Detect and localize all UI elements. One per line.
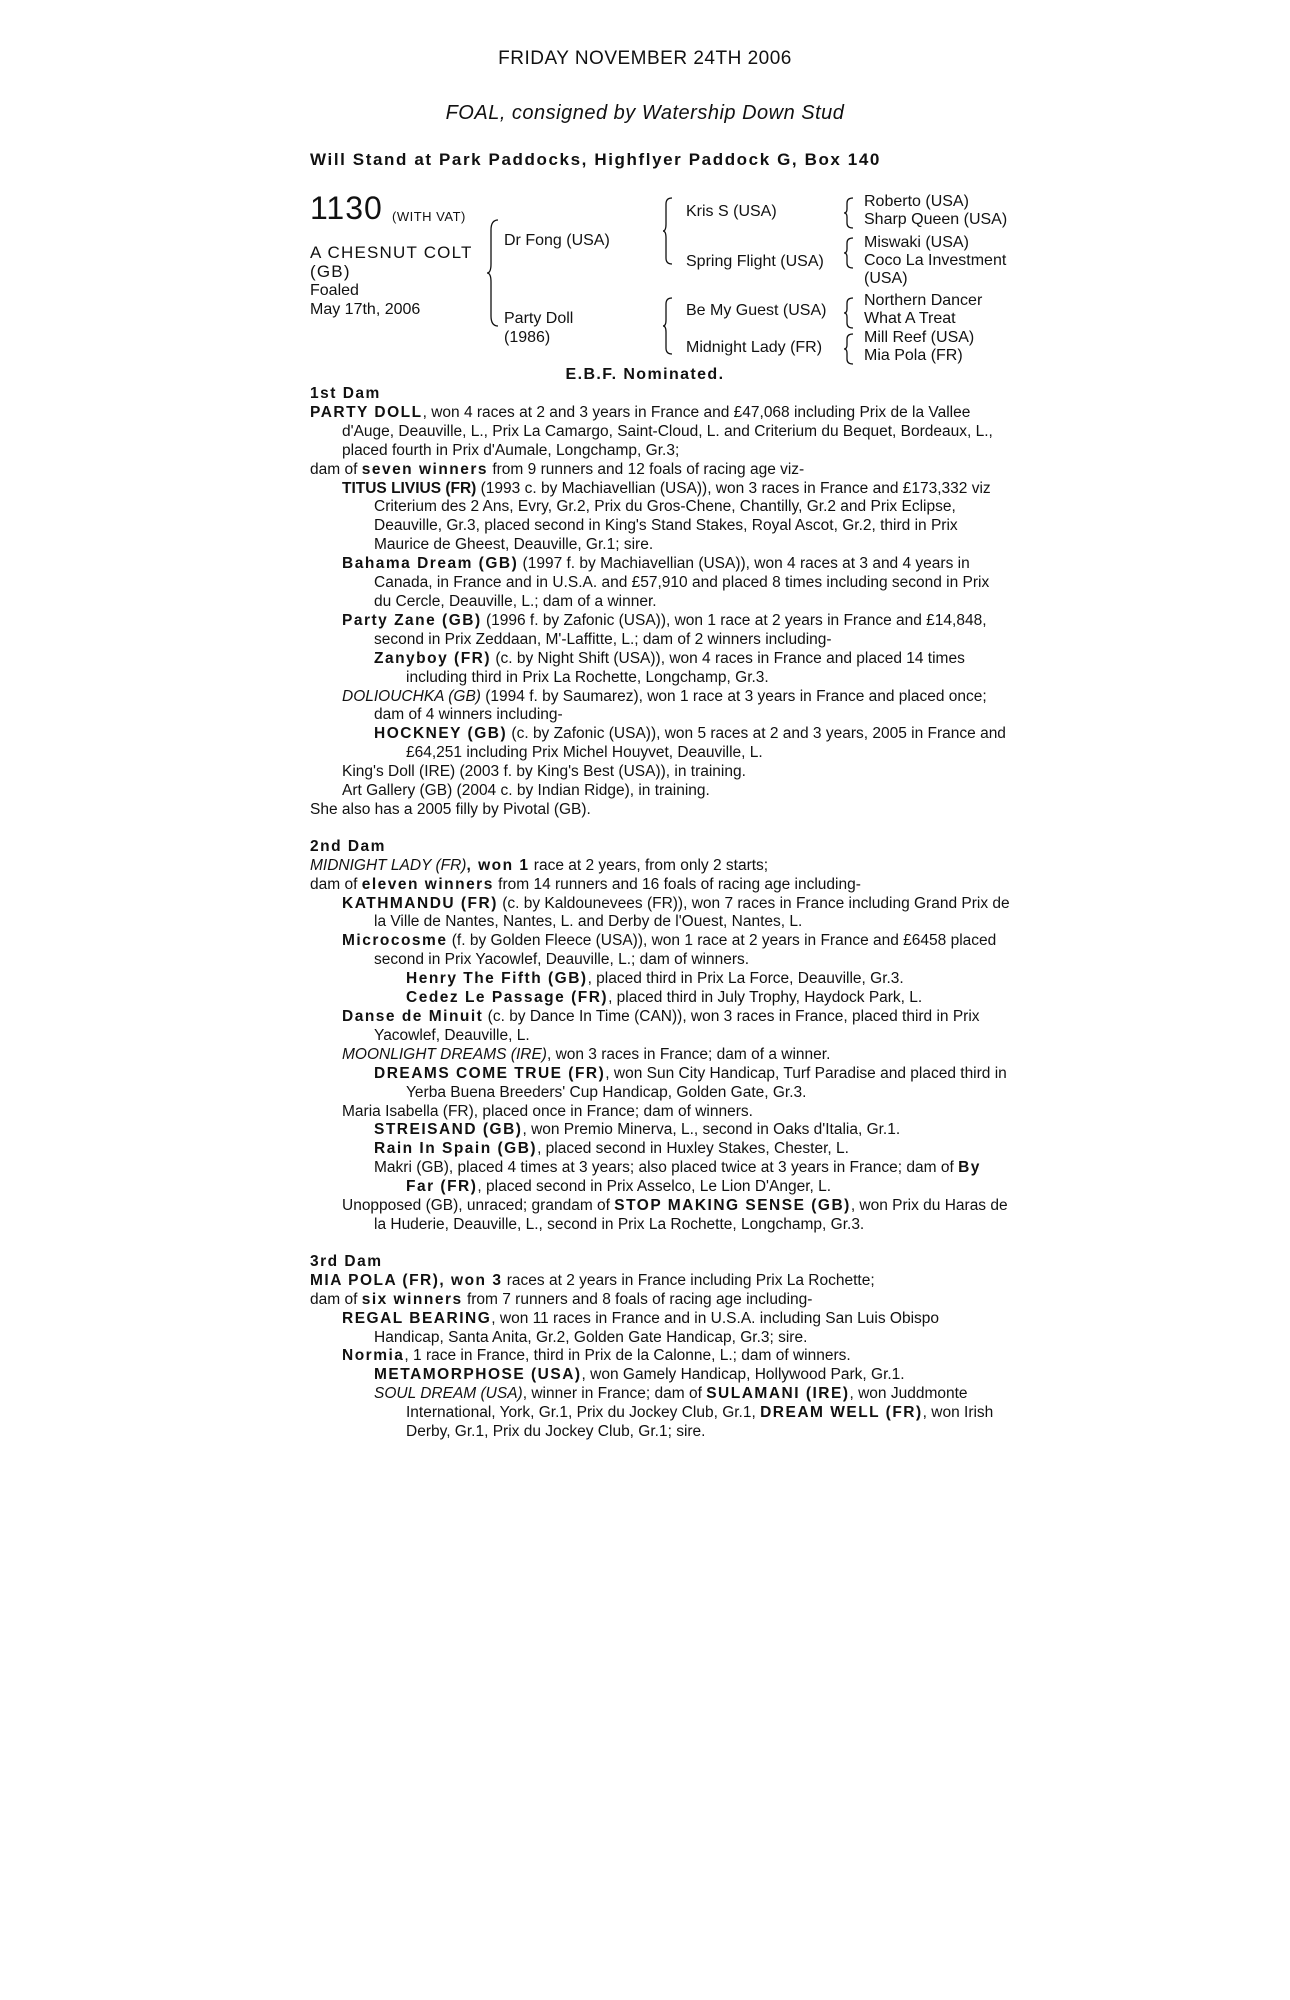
pedigree-brace-3a bbox=[843, 196, 855, 230]
first-dam-entry: PARTY DOLL, won 4 races at 2 and 3 years in France and £47,068 including Prix de la Vallee d'Auge, Deauville, L., Prix La Camargo, Saint-Cloud, L. and Criterium du Bequet, Bordeaux, L., placed fourth in Prix d'Aumale, Longchamp, Gr.3; bbox=[310, 403, 993, 459]
progeny-streisand: STREISAND (GB), won Premio Minerva, L., second in Oaks d'Italia, Gr.1. bbox=[374, 1121, 901, 1139]
lot-description-country: (GB) bbox=[310, 262, 351, 281]
progeny-henry-the-fifth: Henry The Fifth (GB), placed third in Prix La Force, Deauville, Gr.3. bbox=[406, 970, 904, 988]
progeny-titus-livius: TITUS LIVIUS (FR) (1993 c. by Machiavellian (USA)), won 3 races in France and £173,332 viz Criterium des 2 Ans, Evry, Gr.2, Prix du Gros-Chene, Chantilly, Gr.2 and Prix Eclipse, Deauville, Gr.3, placed second in King's Stand Stakes, Royal Ascot, Gr.2, third in Prix Maurice de Gheest, Deauville, Gr.1; sire. bbox=[342, 479, 991, 554]
progeny-rain-in-spain: Rain In Spain (GB), placed second in Huxley Stakes, Chester, L. bbox=[374, 1140, 849, 1158]
progeny-normia: Normia, 1 race in France, third in Prix de la Calonne, L.; dam of winners. bbox=[342, 1347, 851, 1365]
dam-sire: Be My Guest (USA) bbox=[686, 302, 827, 319]
progeny-moonlight-dreams: MOONLIGHT DREAMS (IRE), won 3 races in France; dam of a winner. bbox=[342, 1045, 831, 1063]
stand-location: Will Stand at Park Paddocks, Highflyer Paddock G, Box 140 bbox=[310, 150, 881, 169]
first-dam-name: PARTY DOLL bbox=[310, 403, 423, 421]
second-dam-summary: dam of eleven winners from 14 runners and 16 foals of racing age including- bbox=[310, 875, 861, 893]
produce-record bbox=[310, 385, 1010, 1442]
ds-dam: What A Treat bbox=[864, 310, 956, 327]
dam: Party Doll bbox=[504, 310, 574, 327]
ebf-nominated: E.B.F. Nominated. bbox=[565, 366, 725, 383]
foaled-label: Foaled bbox=[310, 282, 359, 299]
first-dam-summary: dam of seven winners from 9 runners and 12 foals of racing age viz- bbox=[310, 460, 805, 478]
progeny-kings-doll: King's Doll (IRE) (2003 f. by King's Best (USA)), in training. bbox=[342, 763, 746, 781]
pedigree-brace-2b bbox=[662, 296, 674, 356]
sire-sire: Kris S (USA) bbox=[686, 203, 777, 220]
lot-description: A CHESNUT COLT bbox=[310, 243, 473, 262]
lot-vat-note: (WITH VAT) bbox=[392, 209, 466, 224]
sd-sire: Miswaki (USA) bbox=[864, 234, 969, 251]
sd-dam: Coco La Investment bbox=[864, 252, 1007, 269]
progeny-doliouchka: DOLIOUCHKA (GB) (1994 f. by Saumarez), won 1 race at 3 years in France and placed once; dam of 4 winners including- bbox=[342, 687, 987, 724]
progeny-regal-bearing: REGAL BEARING, won 11 races in France and in U.S.A. including San Luis Obispo Handicap, Santa Anita, Gr.2, Golden Gate Handicap, Gr.3; sire. bbox=[342, 1309, 940, 1346]
progeny-kathmandu: KATHMANDU (FR) (c. by Kaldounevees (FR)), won 7 races in France including Grand Prix de la Ville de Nantes, Nantes, L. and Derby de l'Ouest, Nantes, L. bbox=[342, 894, 1010, 931]
progeny-soul-dream: SOUL DREAM (USA), winner in France; dam of SULAMANI (IRE), won Juddmonte International, York, Gr.1, Prix du Jockey Club, Gr.1, DREAM WELL (FR), won Irish Derby, Gr.1, Prix du Jockey Club, Gr.1; sire. bbox=[374, 1385, 994, 1441]
progeny-party-zane: Party Zane (GB) (1996 f. by Zafonic (USA)), won 1 race at 2 years in France and £14,848, second in Prix Zeddaan, M'-Laffitte, L.; dam of 2 winners including- bbox=[342, 611, 987, 648]
progeny-microcosme: Microcosme (f. by Golden Fleece (USA)), won 1 race at 2 years in France and £6458 placed second in Prix Yacowlef, Deauville, L.; dam of winners. bbox=[342, 932, 997, 969]
first-dam-heading: 1st Dam bbox=[310, 385, 381, 402]
progeny-maria-isabella: Maria Isabella (FR), placed once in France; dam of winners. bbox=[342, 1102, 753, 1120]
pedigree-brace-2a bbox=[662, 196, 674, 266]
third-dam-heading: 3rd Dam bbox=[310, 1252, 383, 1270]
foaled-date: May 17th, 2006 bbox=[310, 301, 421, 318]
progeny-hockney: HOCKNEY (GB) (c. by Zafonic (USA)), won 5 races at 2 and 3 years, 2005 in France and £64,251 including Prix Michel Houyvet, Deauville, L. bbox=[374, 725, 1006, 762]
ss-sire: Roberto (USA) bbox=[864, 193, 969, 210]
pedigree-brace-1 bbox=[486, 218, 500, 328]
third-dam-entry: MIA POLA (FR), won 3 races at 2 years in France including Prix La Rochette; bbox=[310, 1271, 875, 1289]
pedigree-brace-3d bbox=[843, 332, 855, 366]
sire: Dr Fong (USA) bbox=[504, 232, 610, 249]
progeny-zanyboy: Zanyboy (FR) (c. by Night Shift (USA)), won 4 races in France and placed 14 times including third in Prix La Rochette, Longchamp, Gr.3. bbox=[374, 649, 965, 686]
dd-dam: Mia Pola (FR) bbox=[864, 347, 963, 364]
lot-number: 1130 bbox=[310, 190, 383, 226]
progeny-danse-de-minuit: Danse de Minuit (c. by Dance In Time (CAN)), won 3 races in France, placed third in Prix Yacowlef, Deauville, L. bbox=[342, 1008, 980, 1044]
sire-dam: Spring Flight (USA) bbox=[686, 253, 824, 270]
progeny-bahama-dream: Bahama Dream (GB) (1997 f. by Machiavellian (USA)), won 4 races at 3 and 4 years in Canada, in France and in U.S.A. and £57,910 and placed 8 times including second in Prix du Cercle, Deauville, L.; dam of a winner. bbox=[342, 555, 990, 610]
second-dam-heading: 2nd Dam bbox=[310, 837, 386, 855]
progeny-2005-filly: She also has a 2005 filly by Pivotal (GB). bbox=[310, 800, 591, 818]
progeny-makri: Makri (GB), placed 4 times at 3 years; also placed twice at 3 years in France; dam of By Far (FR), placed second in Prix Asselco, Le Lion D'Anger, L. bbox=[374, 1159, 981, 1196]
ds-sire: Northern Dancer bbox=[864, 292, 983, 309]
second-dam-entry: MIDNIGHT LADY (FR), won 1 race at 2 years, from only 2 starts; bbox=[310, 856, 769, 874]
dam-year: (1986) bbox=[504, 329, 551, 346]
ss-dam: Sharp Queen (USA) bbox=[864, 211, 1008, 228]
progeny-cedez-le-passage: Cedez Le Passage (FR), placed third in July Trophy, Haydock Park, L. bbox=[406, 989, 923, 1007]
progeny-metamorphose: METAMORPHOSE (USA), won Gamely Handicap, Hollywood Park, Gr.1. bbox=[374, 1366, 905, 1384]
pedigree-brace-3c bbox=[843, 296, 855, 330]
sd-dam-country: (USA) bbox=[864, 270, 908, 287]
progeny-art-gallery: Art Gallery (GB) (2004 c. by Indian Ridge), in training. bbox=[342, 782, 710, 800]
sale-date: FRIDAY NOVEMBER 24TH 2006 bbox=[498, 48, 792, 69]
third-dam-summary: dam of six winners from 7 runners and 8 foals of racing age including- bbox=[310, 1290, 813, 1308]
consignment-line: FOAL, consigned by Watership Down Stud bbox=[445, 102, 845, 124]
progeny-dreams-come-true: DREAMS COME TRUE (FR), won Sun City Handicap, Turf Paradise and placed third in Yerba Buena Breeders' Cup Handicap, Golden Gate, Gr.3. bbox=[374, 1064, 1007, 1101]
pedigree-brace-3b bbox=[843, 236, 855, 270]
progeny-unopposed: Unopposed (GB), unraced; grandam of STOP MAKING SENSE (GB), won Prix du Haras de la Huderie, Deauville, L., second in Prix La Rochette, Longchamp, Gr.3. bbox=[342, 1197, 1008, 1233]
dam-dam: Midnight Lady (FR) bbox=[686, 339, 823, 356]
dd-sire: Mill Reef (USA) bbox=[864, 329, 975, 346]
